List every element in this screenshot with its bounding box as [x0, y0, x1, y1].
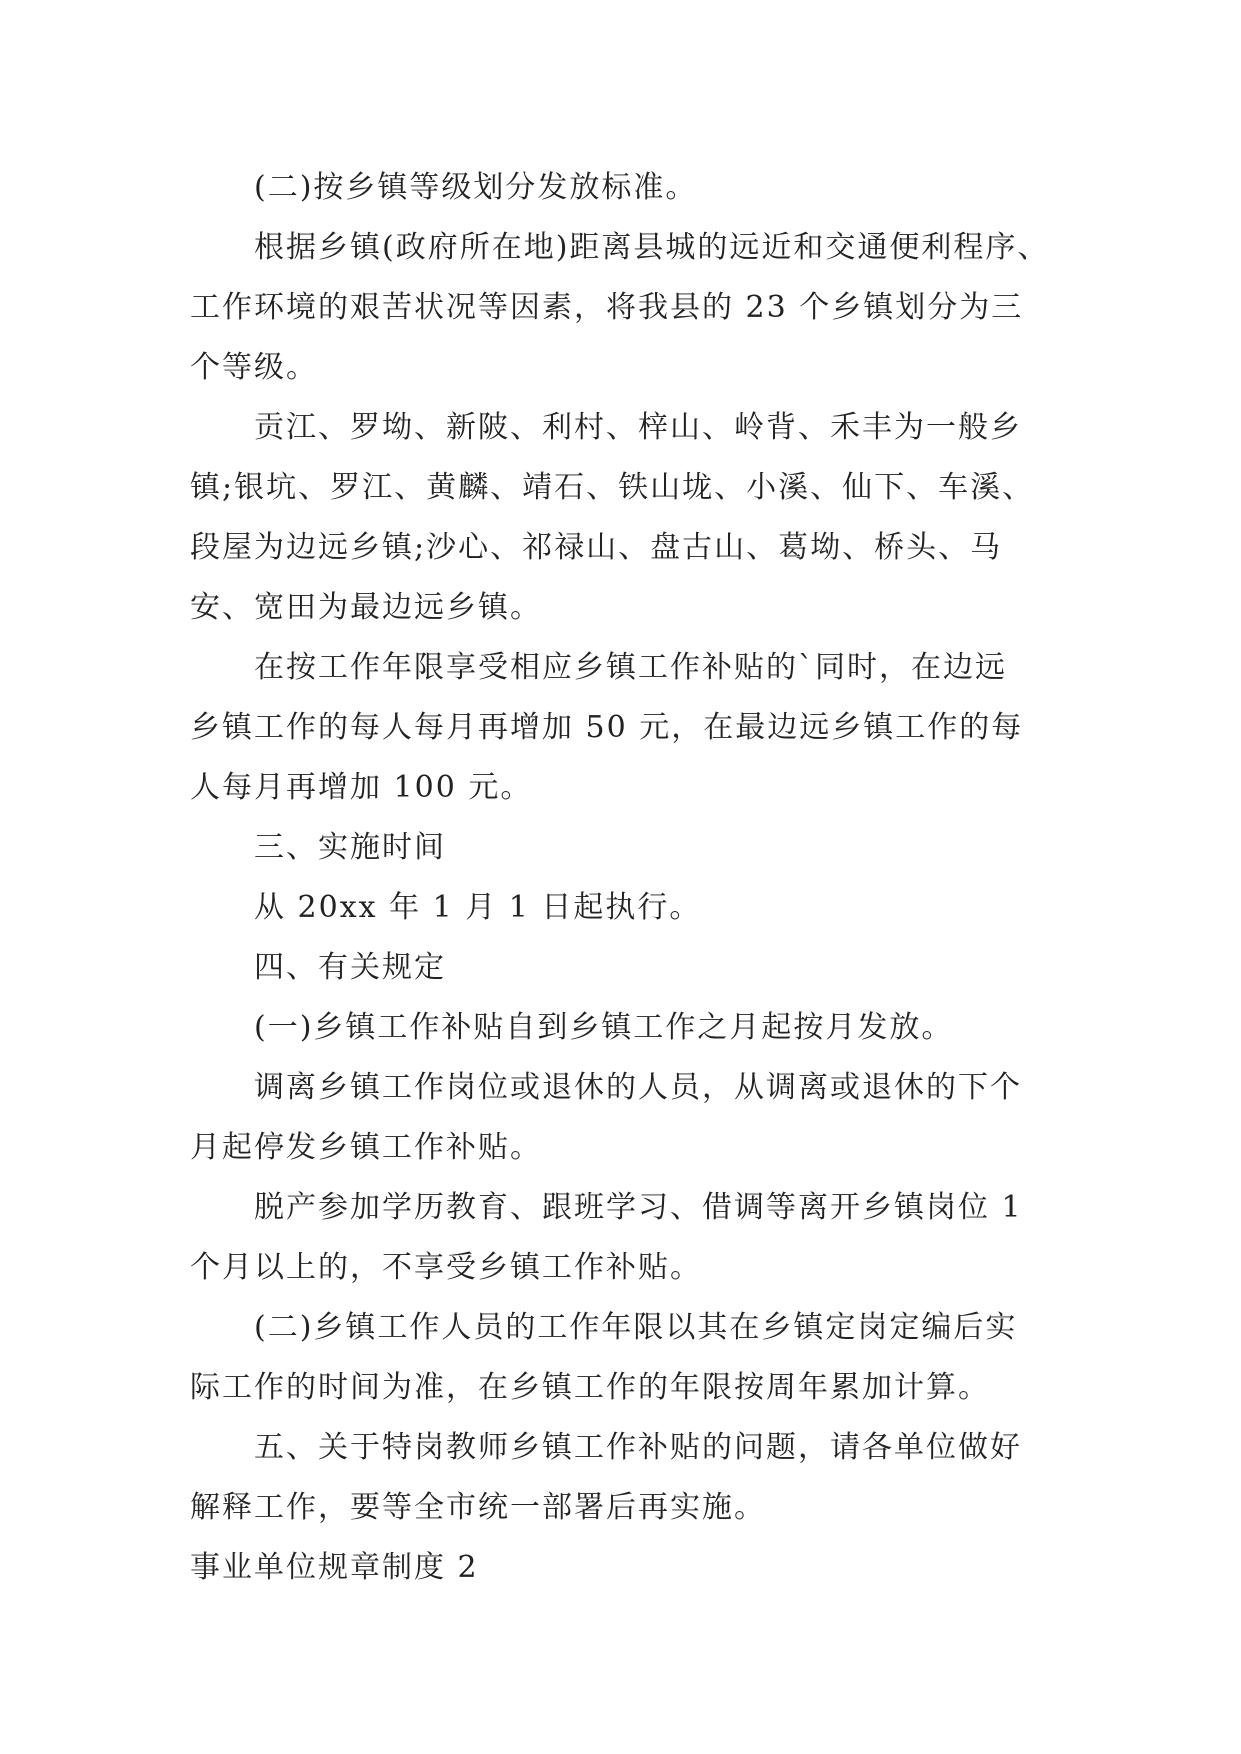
paragraph-line: 个等级。 — [190, 350, 318, 385]
paragraph-line: 工作环境的艰苦状况等因素，将我县的 23 个乡镇划分为三 — [190, 290, 1024, 325]
paragraph-line: 贡江、罗坳、新陂、利村、梓山、岭背、禾丰为一般乡 — [254, 410, 1022, 445]
paragraph-line: 五、关于特岗教师乡镇工作补贴的问题，请各单位做好 — [254, 1430, 1022, 1465]
paragraph-line: 调离乡镇工作岗位或退休的人员，从调离或退休的下个 — [254, 1070, 1022, 1105]
paragraph-line: 安、宽田为最边远乡镇。 — [190, 590, 542, 625]
paragraph-line: 段屋为边远乡镇;沙心、祁禄山、盘古山、葛坳、桥头、马 — [190, 530, 1003, 565]
section-heading-regulations: 四、有关规定 — [254, 950, 446, 985]
paragraph-line: 脱产参加学历教育、跟班学习、借调等离开乡镇岗位 1 — [254, 1190, 1023, 1225]
paragraph-line: (二)乡镇工作人员的工作年限以其在乡镇定岗定编后实 — [254, 1310, 1018, 1345]
paragraph-line: (一)乡镇工作补贴自到乡镇工作之月起按月发放。 — [254, 1010, 954, 1045]
paragraph-line: 从 20xx 年 1 月 1 日起执行。 — [254, 890, 702, 925]
paragraph-line: 个月以上的，不享受乡镇工作补贴。 — [190, 1250, 702, 1285]
paragraph-line: 根据乡镇(政府所在地)距离县城的远近和交通便利程序、 — [254, 230, 1050, 265]
paragraph-line: 解释工作，要等全市统一部署后再实施。 — [190, 1490, 766, 1525]
paragraph-line: 镇;银坑、罗江、黄麟、靖石、铁山垅、小溪、仙下、车溪、 — [190, 470, 1035, 505]
document-section-title: 事业单位规章制度 2 — [190, 1550, 479, 1585]
paragraph-line: 际工作的时间为准，在乡镇工作的年限按周年累加计算。 — [190, 1370, 990, 1405]
paragraph-line: 月起停发乡镇工作补贴。 — [190, 1130, 542, 1165]
document-body — [190, 158, 1080, 1598]
section-heading-grading: (二)按乡镇等级划分发放标准。 — [254, 170, 698, 205]
section-heading-implementation-time: 三、实施时间 — [254, 830, 446, 865]
paragraph-line: 乡镇工作的每人每月再增加 50 元，在最边远乡镇工作的每 — [190, 710, 1024, 745]
paragraph-line: 人每月再增加 100 元。 — [190, 770, 533, 805]
paragraph-line: 在按工作年限享受相应乡镇工作补贴的`同时，在边远 — [254, 650, 1007, 685]
